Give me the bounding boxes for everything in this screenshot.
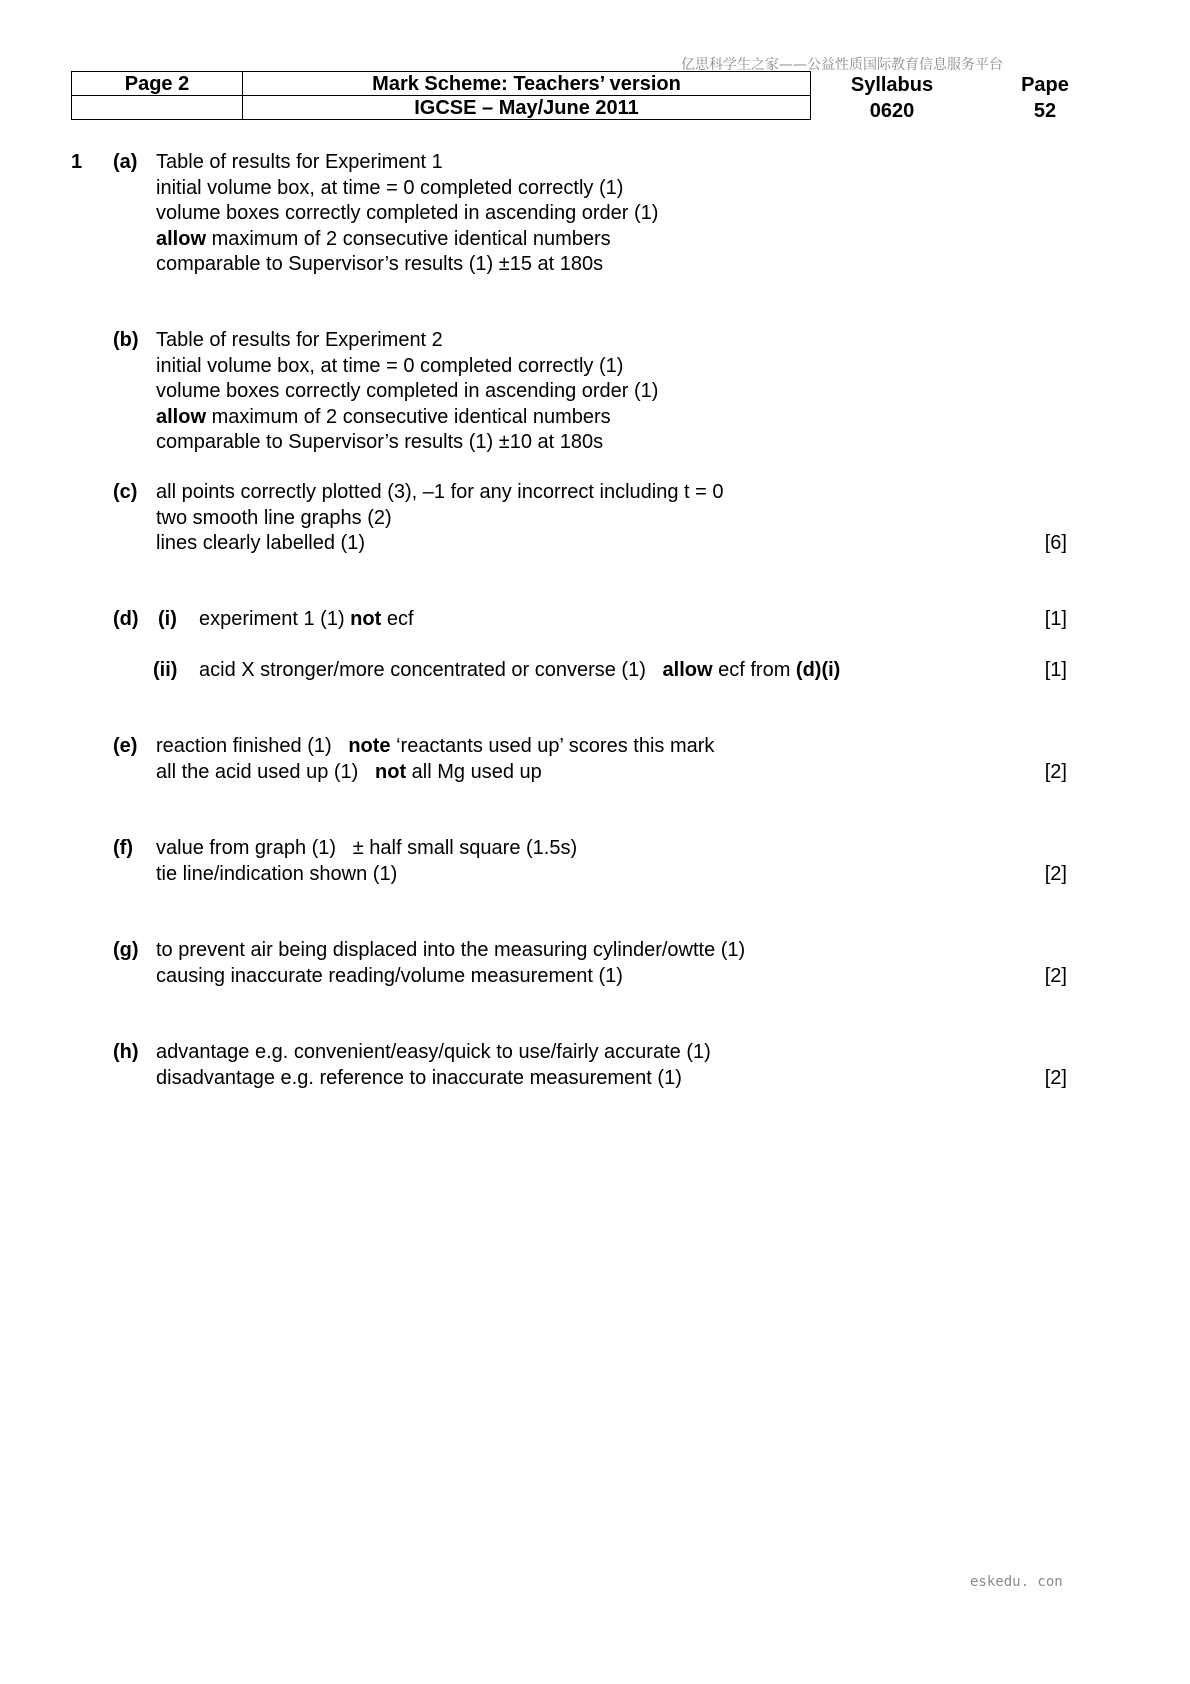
part-b-line: allow maximum of 2 consecutive identical numbers <box>156 405 611 428</box>
part-d-i-label: (i) <box>158 608 177 630</box>
question-number: 1 <box>71 151 83 173</box>
page-label: Page 2 <box>72 72 243 96</box>
part-e-mark: [2] <box>1044 761 1067 783</box>
part-d-ii-mark: [1] <box>1044 659 1067 681</box>
part-h-line: disadvantage e.g. reference to inaccurate measurement (1) <box>156 1066 682 1089</box>
syllabus-block <box>832 72 952 124</box>
part-a-line: comparable to Supervisor’s results (1) ±15 at 180s <box>156 253 604 275</box>
part-g-label: (g) <box>113 939 139 961</box>
part-c-line: two smooth line graphs (2) <box>156 506 392 529</box>
part-d-i-text: experiment 1 (1) not ecf <box>199 608 414 630</box>
part-e-label: (e) <box>113 735 138 757</box>
header-table <box>71 71 811 120</box>
part-c-line: all points correctly plotted (3), –1 for any incorrect including t = 0 <box>156 481 724 503</box>
part-c-mark: [6] <box>1044 532 1067 554</box>
exam-title: IGCSE – May/June 2011 <box>243 96 811 120</box>
part-c-line: lines clearly labelled (1) <box>156 532 365 554</box>
part-d-ii-label: (ii) <box>153 659 178 681</box>
part-g-mark: [2] <box>1044 965 1067 987</box>
syllabus-value: 0620 <box>869 100 915 122</box>
part-e-line: reaction finished (1) note ‘reactants used up’ scores this mark <box>156 735 715 757</box>
part-f-mark: [2] <box>1044 863 1067 885</box>
syllabus-label: Syllabus <box>850 74 934 96</box>
part-b-line: volume boxes correctly completed in ascending order (1) <box>156 380 659 402</box>
part-g-line: causing inaccurate reading/volume measurement (1) <box>156 964 623 987</box>
mark-scheme-title: Mark Scheme: Teachers’ version <box>243 72 811 96</box>
part-d-label: (d) <box>113 608 139 630</box>
paper-value: 52 <box>1033 100 1057 122</box>
part-a-line: allow maximum of 2 consecutive identical numbers <box>156 227 611 250</box>
paper-block <box>1000 72 1090 124</box>
part-b-text <box>156 328 658 456</box>
part-h-label: (h) <box>113 1041 139 1063</box>
part-g-line: to prevent air being displaced into the measuring cylinder/owtte (1) <box>156 939 746 961</box>
part-b-label: (b) <box>113 329 139 351</box>
part-c-text <box>156 480 724 557</box>
part-h-line: advantage e.g. convenient/easy/quick to use/fairly accurate (1) <box>156 1041 711 1063</box>
part-g-text <box>156 938 745 989</box>
empty-cell <box>72 96 243 120</box>
part-h-mark: [2] <box>1044 1067 1067 1089</box>
part-h-text <box>156 1040 711 1091</box>
watermark-top: 亿思科学生之家——公益性质国际教育信息服务平台 <box>681 57 1003 73</box>
part-a-label: (a) <box>113 151 138 173</box>
part-e-line: all the acid used up (1) not all Mg used up <box>156 760 542 783</box>
part-b-line: comparable to Supervisor’s results (1) ±10 at 180s <box>156 431 604 453</box>
part-d-i-mark: [1] <box>1044 608 1067 630</box>
part-a-line: volume boxes correctly completed in ascending order (1) <box>156 202 659 224</box>
part-f-text <box>156 836 577 887</box>
watermark-bottom: eskedu. con <box>970 1574 1063 1590</box>
part-f-line: value from graph (1) ± half small square (1.5s) <box>156 837 578 859</box>
part-f-line: tie line/indication shown (1) <box>156 862 398 885</box>
part-b-line: Table of results for Experiment 2 <box>156 329 443 351</box>
part-a-line: Table of results for Experiment 1 <box>156 151 443 173</box>
part-e-text <box>156 734 714 785</box>
part-f-label: (f) <box>113 837 133 859</box>
part-c-label: (c) <box>113 481 138 503</box>
part-a-line: initial volume box, at time = 0 completed correctly (1) <box>156 176 624 199</box>
paper-label: Pape <box>1021 74 1069 96</box>
part-b-line: initial volume box, at time = 0 completed correctly (1) <box>156 354 624 377</box>
part-d-ii-text: acid X stronger/more concentrated or converse (1) allow ecf from (d)(i) <box>199 659 841 681</box>
part-a-text <box>156 150 658 278</box>
